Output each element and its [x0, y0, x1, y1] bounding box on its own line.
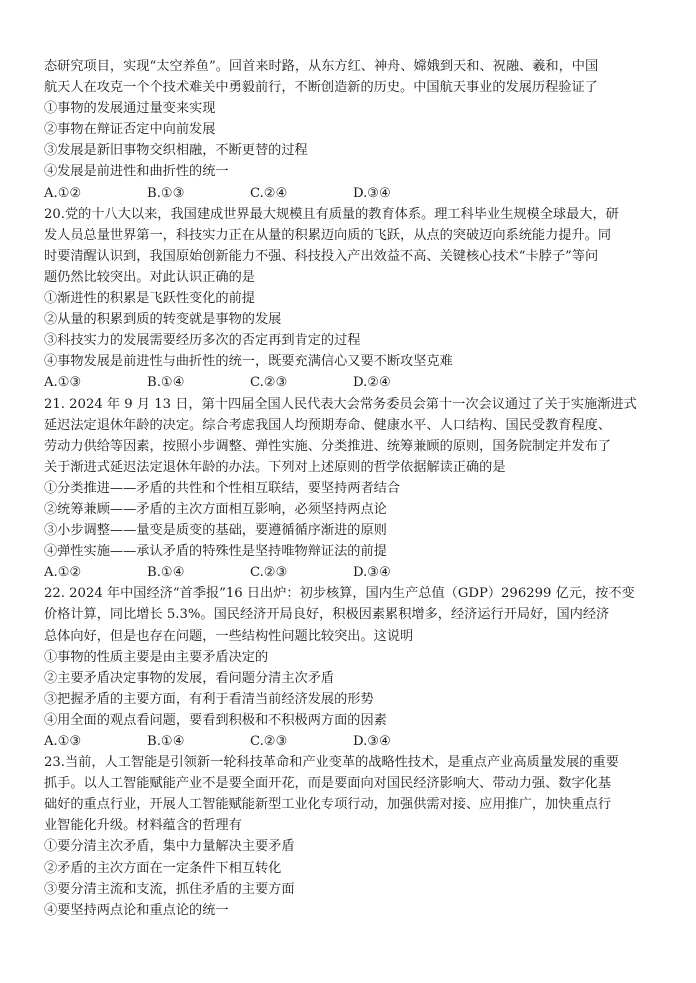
statement-item: ①事物的发展通过量变来实现	[44, 101, 216, 117]
question-stem-line: 础好的重点行业，开展人工智能赋能新型工业化专项行动，加强供需对接、应用推广，加快重点行	[44, 797, 612, 813]
question-stem-line: 23.当前，人工智能是引领新一轮科技革命和产业变革的战略性技术，是重点产业高质量发展的重要	[44, 755, 619, 771]
option-b: B.①④	[147, 565, 185, 581]
statement-item: ①要分清主次矛盾，集中力量解决主要矛盾	[44, 839, 295, 855]
option-d: D.③④	[353, 565, 391, 581]
question-stem-line: 时要清醒认识到，我国原始创新能力不强、科技投入产出效益不高、关键核心技术“卡脖子”等问	[44, 248, 599, 264]
question-stem-line: 延迟法定退休年龄的决定。综合考虑我国人均预期寿命、健康水平、人口结构、国民受教育程度、	[44, 417, 612, 433]
option-b: B.①④	[147, 734, 185, 749]
statement-item: ④要坚持两点论和重点论的统一	[44, 902, 229, 918]
statement-item: ②从量的积累到质的转变就是事物的发展	[44, 312, 282, 328]
question-stem-line: 总体向好，但是也存在问题，一些结构性问题比较突出。这说明	[44, 628, 414, 644]
statement-item: ③科技实力的发展需要经历多次的否定再到肯定的过程	[44, 333, 361, 349]
answer-options	[44, 183, 652, 204]
question-20	[44, 204, 652, 394]
option-c: C.②④	[250, 185, 288, 201]
question-19	[44, 56, 652, 204]
statement-item: ②主要矛盾决定事物的发展，看问题分清主次矛盾	[44, 670, 335, 686]
question-stem-line: 价格计算，同比增长 5.3%。国民经济开局良好，积极因素累积增多，经济运行开局好，国内经济	[44, 607, 610, 623]
question-stem-line: 业智能化升级。材料蕴含的哲理有	[44, 818, 242, 834]
statement-item: ②统筹兼顾——矛盾的主次方面相互影响，必须坚持两点论	[44, 501, 387, 517]
question-23	[44, 752, 652, 921]
question-stem-line: 22. 2024 年中国经济“首季报”16 日出炉：初步核算，国内生产总值（GDP）296299 亿元，按不变	[44, 586, 635, 602]
option-b: B.①④	[147, 375, 185, 391]
option-a: A.①③	[44, 375, 82, 391]
statement-item: ③小步调整——量变是质变的基础，要遵循循序渐进的原则	[44, 523, 387, 539]
answer-options	[44, 562, 652, 583]
option-a: A.①②	[44, 565, 82, 581]
statement-item: ③把握矛盾的主要方面，有利于看清当前经济发展的形势	[44, 691, 374, 707]
option-d: D.③④	[353, 734, 391, 749]
option-a: A.①③	[44, 734, 82, 749]
option-b: B.①③	[147, 185, 185, 201]
statement-item: ④事物发展是前进性与曲折性的统一，既要充满信心又要不断攻坚克难	[44, 354, 453, 370]
question-stem-line: 21. 2024 年 9 月 13 日，第十四届全国人民代表大会常务委员会第十一次会议通过了关于实施渐进式	[44, 396, 637, 412]
question-stem-line: 劳动力供给等因素，按照小步调整、弹性实施、分类推进、统筹兼顾的原则，国务院制定并发布了	[44, 438, 612, 454]
question-stem-line: 题仍然比较突出。对此认识正确的是	[44, 269, 255, 285]
statement-item: ④发展是前进性和曲折性的统一	[44, 164, 229, 180]
question-stem-line: 20.党的十八大以来，我国建成世界最大规模且有质量的教育体系。理工科毕业生规模全球最大，研	[44, 206, 619, 222]
option-a: A.①②	[44, 185, 82, 201]
statement-item: ④弹性实施——承认矛盾的特殊性是坚持唯物辩证法的前提	[44, 544, 387, 560]
option-c: C.②③	[250, 565, 288, 581]
answer-options	[44, 372, 652, 393]
statement-item: ③发展是新旧事物交织相融，不断更替的过程	[44, 143, 308, 159]
statement-item: ①分类推进——矛盾的共性和个性相互联结，要坚持两者结合	[44, 480, 401, 496]
question-stem-line: 发人员总量世界第一，科技实力正在从量的积累迈向质的飞跃，从点的突破迈向系统能力提升。同	[44, 227, 612, 243]
question-22	[44, 583, 652, 752]
question-stem-line: 航天人在攻克一个个技术难关中勇毅前行，不断创造新的历史。中国航天事业的发展历程验证了	[44, 80, 598, 96]
option-d: D.②④	[353, 375, 391, 391]
statement-item: ②事物在辩证否定中向前发展	[44, 122, 216, 138]
option-c: C.②③	[250, 375, 288, 391]
question-stem-line: 关于渐进式延迟法定退休年龄的办法。下列对上述原则的哲学依据解读正确的是	[44, 459, 506, 475]
question-21	[44, 394, 652, 584]
statement-item: ②矛盾的主次方面在一定条件下相互转化	[44, 860, 282, 876]
option-c: C.②③	[250, 734, 288, 749]
statement-item: ①渐进性的积累是飞跃性变化的前提	[44, 291, 255, 307]
option-d: D.③④	[353, 185, 391, 201]
question-stem-line: 态研究项目，实现“太空养鱼”。回首来时路，从东方红、神舟、嫦娥到天和、祝融、羲和，中国	[44, 59, 599, 74]
statement-item: ①事物的性质主要是由主要矛盾决定的	[44, 649, 269, 665]
answer-options	[44, 731, 652, 752]
question-stem-line: 抓手。以人工智能赋能产业不是要全面开花，而是要面向对国民经济影响大、带动力强、数字化基	[44, 776, 612, 792]
statement-item: ③要分清主流和支流，抓住矛盾的主要方面	[44, 881, 295, 897]
statement-item: ④用全面的观点看问题，要看到积极和不积极两方面的因素	[44, 712, 387, 728]
